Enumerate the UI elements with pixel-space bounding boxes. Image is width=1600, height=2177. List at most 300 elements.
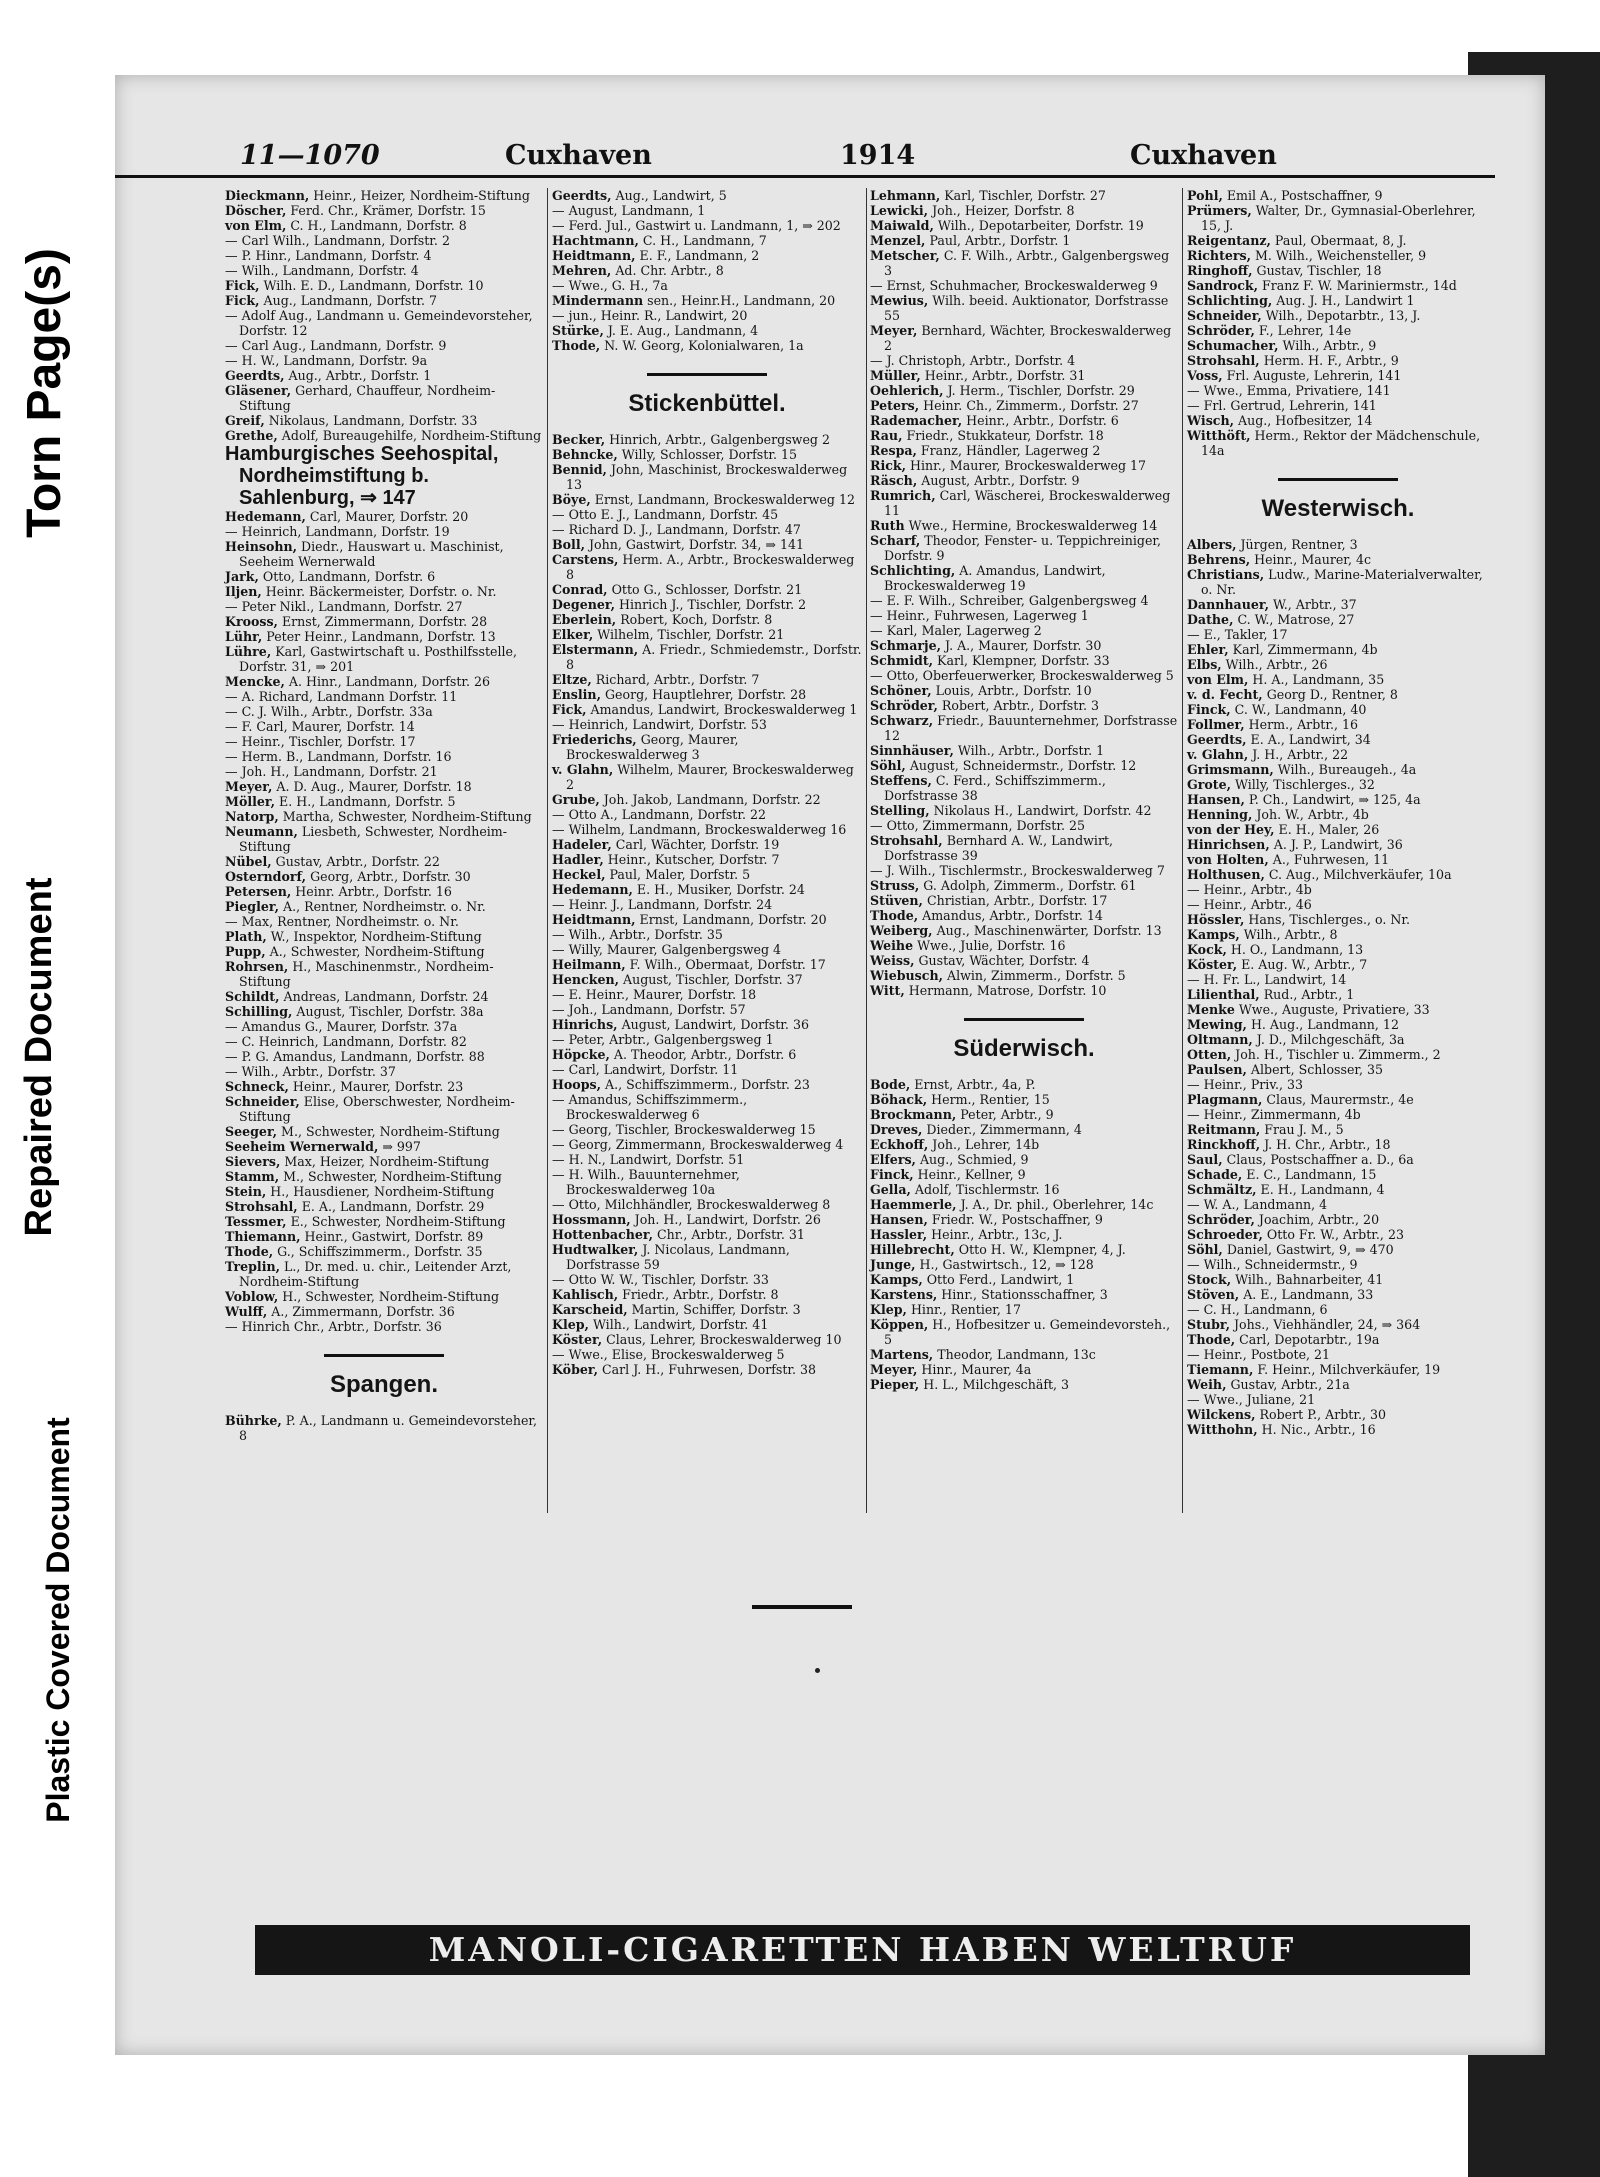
- directory-entry: [1187, 537, 1489, 552]
- directory-entry: [1187, 987, 1489, 1002]
- entry-details: A. E., Landmann, 33: [1239, 1287, 1374, 1302]
- entry-details: Hermann, Matrose, Dorfstr. 10: [904, 983, 1107, 998]
- entry-surname: Weiss,: [870, 953, 915, 968]
- entry-surname: Pieper,: [870, 1377, 920, 1392]
- directory-entry: [1187, 732, 1489, 747]
- entry-surname: Hansen,: [870, 1212, 928, 1227]
- directory-entry: [552, 507, 862, 522]
- directory-entry: [870, 203, 1178, 218]
- directory-entry: [1187, 882, 1489, 897]
- entry-details: Joachim, Arbtr., 20: [1254, 1212, 1380, 1227]
- entry-surname: Mencke,: [225, 674, 285, 689]
- entry-surname: Hudtwalker,: [552, 1242, 639, 1257]
- entry-surname: Rohrsen,: [225, 959, 289, 974]
- directory-entry: [225, 959, 543, 989]
- directory-entry: [552, 233, 862, 248]
- directory-entry: [225, 929, 543, 944]
- entry-details: — Otto, Zimmermann, Dorfstr. 25: [870, 818, 1085, 833]
- entry-details: E. F., Landmann, 2: [635, 248, 760, 263]
- entry-surname: von Holten,: [1187, 852, 1269, 867]
- entry-details: C. H., Landmann, Dorfstr. 8: [286, 218, 467, 233]
- directory-entry: [1187, 398, 1489, 413]
- entry-details: C. W., Matrose, 27: [1233, 612, 1355, 627]
- entry-surname: Gläsener,: [225, 383, 292, 398]
- entry-details: Adolf, Bureaugehilfe, Nordheim-Stiftung: [277, 428, 542, 443]
- entry-details: A., Schwester, Nordheim-Stiftung: [265, 944, 485, 959]
- directory-entry: [1187, 368, 1489, 383]
- entry-details: Hans, Tischlerges., o. Nr.: [1244, 912, 1411, 927]
- entry-surname: Wiebusch,: [870, 968, 943, 983]
- directory-entry: [225, 293, 543, 308]
- directory-entry: [552, 972, 862, 987]
- section-title: Süderwisch.: [953, 1035, 1095, 1062]
- entry-surname: Elbs,: [1187, 657, 1222, 672]
- entry-surname: Thode,: [1187, 1332, 1236, 1347]
- directory-entry: [870, 188, 1178, 203]
- entry-details: A., Rentner, Nordheimstr. o. Nr.: [278, 899, 486, 914]
- entry-surname: Ringhoff,: [1187, 263, 1253, 278]
- directory-entry: [870, 878, 1178, 893]
- entry-surname: Krooss,: [225, 614, 278, 629]
- directory-entry: [1187, 1002, 1489, 1017]
- entry-surname: Eckhoff,: [870, 1137, 929, 1152]
- entry-details: — Heinr., Postbote, 21: [1187, 1347, 1331, 1362]
- entry-details: Wilh., Depotarbeiter, Dorfstr. 19: [933, 218, 1144, 233]
- directory-entry: [552, 582, 862, 597]
- entry-details: Heinr., Gastwirt, Dorfstr. 89: [300, 1229, 484, 1244]
- entry-surname: Schöner,: [870, 683, 932, 698]
- entry-surname: Friederichs,: [552, 732, 637, 747]
- entry-surname: Conrad,: [552, 582, 608, 597]
- directory-entry: [870, 293, 1178, 323]
- entry-surname: Thode,: [870, 908, 919, 923]
- entry-surname: Witthohn,: [1187, 1422, 1258, 1437]
- entry-details: — Wwe., Juliane, 21: [1187, 1392, 1316, 1407]
- entry-surname: Finck,: [870, 1167, 914, 1182]
- directory-entry: [870, 743, 1178, 758]
- directory-entry: [225, 704, 543, 719]
- directory-entry: [1187, 248, 1489, 263]
- directory-entry: [870, 1122, 1178, 1137]
- directory-entry: [552, 927, 862, 942]
- entry-details: J. A., Maurer, Dorfstr. 30: [941, 638, 1102, 653]
- directory-entry: [1187, 657, 1489, 672]
- entry-surname: Fick,: [225, 293, 260, 308]
- directory-entry: [552, 492, 862, 507]
- entry-surname: Plath,: [225, 929, 267, 944]
- directory-entry: [870, 923, 1178, 938]
- entry-details: Claus, Postschaffner a. D., 6a: [1222, 1152, 1414, 1167]
- section-rule: [1278, 478, 1398, 481]
- entry-details: Joh. W., Arbtr., 4b: [1252, 807, 1369, 822]
- entry-surname: v. Glahn,: [1187, 747, 1249, 762]
- column-divider: [1182, 188, 1183, 1513]
- directory-entry: [870, 1362, 1178, 1377]
- entry-details: Gustav, Arbtr., Dorfstr. 22: [271, 854, 440, 869]
- directory-entry: [870, 1167, 1178, 1182]
- directory-entry: [870, 893, 1178, 908]
- entry-surname: Treplin,: [225, 1259, 281, 1274]
- entry-details: Wilh., Depotarbtr., 13, J.: [1261, 308, 1421, 323]
- entry-details: August, Schneidermstr., Dorfstr. 12: [905, 758, 1137, 773]
- entry-details: Carl, Wäscherei, Brockeswalderweg 11: [884, 488, 1171, 518]
- entry-surname: v. Glahn,: [552, 762, 614, 777]
- entry-details: A., Zimmermann, Dorfstr. 36: [267, 1304, 455, 1319]
- entry-surname: Bode,: [870, 1077, 911, 1092]
- directory-entry: [1187, 1287, 1489, 1302]
- entry-details: Ernst, Arbtr., 4a, P.: [910, 1077, 1036, 1092]
- entry-details: Wilh., Arbtr., 9: [1278, 338, 1377, 353]
- entry-surname: Stelling,: [870, 803, 930, 818]
- directory-entry: [225, 1049, 543, 1064]
- directory-entry: [552, 717, 862, 732]
- entry-surname: Saul,: [1187, 1152, 1223, 1167]
- entry-surname: Sievers,: [225, 1154, 281, 1169]
- entry-details: E. C., Landmann, 15: [1242, 1167, 1377, 1182]
- directory-entry: [552, 263, 862, 278]
- directory-entry: [225, 368, 543, 383]
- directory-entry: [225, 764, 543, 779]
- entry-surname: Stubr,: [1187, 1317, 1230, 1332]
- entry-details: H. L., Milchgeschäft, 3: [919, 1377, 1070, 1392]
- directory-entry: [225, 248, 543, 263]
- directory-entry: [1187, 837, 1489, 852]
- entry-details: H. O., Landmann, 13: [1226, 942, 1364, 957]
- directory-entry: [552, 537, 862, 552]
- paper-speck: [815, 1668, 820, 1673]
- entry-details: Hinr., Maurer, 4a: [917, 1362, 1032, 1377]
- directory-entry: [870, 533, 1178, 563]
- entry-surname: Rick,: [870, 458, 907, 473]
- entry-details: Wwe., Julie, Dorfstr. 16: [913, 938, 1066, 953]
- entry-details: Otto H. W., Klempner, 4, J.: [954, 1242, 1126, 1257]
- entry-surname: Möller,: [225, 794, 276, 809]
- directory-entry: [1187, 353, 1489, 368]
- entry-details: sen., Heinr.H., Landmann, 20: [643, 293, 836, 308]
- directory-entry: [225, 824, 543, 854]
- entry-details: Wilh., Landwirt, Dorfstr. 41: [588, 1317, 769, 1332]
- directory-entry: [225, 884, 543, 899]
- directory-entry: [870, 1107, 1178, 1122]
- directory-entry: [870, 953, 1178, 968]
- entry-details: Georg, Hauptlehrer, Dorfstr. 28: [600, 687, 807, 702]
- entry-details: August, Arbtr., Dorfstr. 9: [917, 473, 1080, 488]
- entry-surname: Behncke,: [552, 447, 618, 462]
- entry-surname: Becker,: [552, 432, 606, 447]
- entry-surname: Degener,: [552, 597, 616, 612]
- entry-surname: Stock,: [1187, 1272, 1232, 1287]
- entry-details: Robert, Arbtr., Dorfstr. 3: [937, 698, 1099, 713]
- directory-entry: [1187, 188, 1489, 203]
- entry-surname: von der Hey,: [1187, 822, 1275, 837]
- entry-details: Herm., Rentier, 15: [927, 1092, 1050, 1107]
- directory-entry: [870, 608, 1178, 623]
- directory-entry: [1187, 567, 1489, 597]
- directory-entry: [552, 1092, 862, 1122]
- directory-entry: [1187, 323, 1489, 338]
- entry-details: E. H., Landmann, 4: [1256, 1182, 1385, 1197]
- entry-details: Otto, Landmann, Dorfstr. 6: [258, 569, 436, 584]
- entry-surname: Ehler,: [1187, 642, 1229, 657]
- entry-surname: Stüven,: [870, 893, 923, 908]
- entry-details: Chr., Arbtr., Dorfstr. 31: [653, 1227, 805, 1242]
- entry-surname: Natorp,: [225, 809, 279, 824]
- directory-entry: [1187, 1422, 1489, 1437]
- entry-surname: Oehlerich,: [870, 383, 944, 398]
- entry-details: E. A., Landmann, Dorfstr. 29: [297, 1199, 485, 1214]
- directory-entry: [225, 1199, 543, 1214]
- entry-details: — H. N., Landwirt, Dorfstr. 51: [552, 1152, 745, 1167]
- entry-surname: Bennid,: [552, 462, 607, 477]
- entry-surname: Tiemann,: [1187, 1362, 1254, 1377]
- entry-surname: Behrens,: [1187, 552, 1251, 567]
- directory-entry: [552, 732, 862, 762]
- directory-entry: [870, 1242, 1178, 1257]
- entry-surname: Wilckens,: [1187, 1407, 1256, 1422]
- directory-entry: [552, 1197, 862, 1212]
- entry-details: Herm. A., Arbtr., Brockeswalderweg 8: [566, 552, 855, 582]
- entry-details: Paul, Maler, Dorfstr. 5: [605, 867, 751, 882]
- entry-surname: Schildt,: [225, 989, 280, 1004]
- directory-entry: [870, 668, 1178, 683]
- directory-column-3: [870, 188, 1178, 1392]
- entry-surname: Böhack,: [870, 1092, 928, 1107]
- directory-entry: [552, 987, 862, 1002]
- entry-details: W., Arbtr., 37: [1268, 597, 1357, 612]
- entry-details: Wilh., Arbtr., 8: [1239, 927, 1338, 942]
- entry-details: — Otto E. J., Landmann, Dorfstr. 45: [552, 507, 779, 522]
- entry-details: E. H., Musiker, Dorfstr. 24: [632, 882, 805, 897]
- entry-surname: Geerdts,: [552, 188, 612, 203]
- directory-entry: [1187, 1152, 1489, 1167]
- entry-surname: Richters,: [1187, 248, 1252, 263]
- entry-surname: Rademacher,: [870, 413, 963, 428]
- entry-details: — Heinr., Fuhrwesen, Lagerweg 1: [870, 608, 1089, 623]
- entry-surname: Meyer,: [870, 323, 918, 338]
- directory-entry: [552, 293, 862, 308]
- directory-entry: [870, 428, 1178, 443]
- entry-details: Carl J. H., Fuhrwesen, Dorfstr. 38: [598, 1362, 817, 1377]
- directory-entry: [1187, 942, 1489, 957]
- entry-surname: Henning,: [1187, 807, 1253, 822]
- entry-details: A. Theodor, Arbtr., Dorfstr. 6: [609, 1047, 797, 1062]
- entry-details: L., Dr. med. u. chir., Leitender Arzt, Nordheim-Stiftung: [239, 1259, 512, 1289]
- directory-entry: [1187, 1032, 1489, 1047]
- entry-details: Emil A., Postschaffner, 9: [1222, 188, 1383, 203]
- entry-surname: Follmer,: [1187, 717, 1245, 732]
- entry-surname: Weiberg,: [870, 923, 933, 938]
- entry-surname: Nübel,: [225, 854, 272, 869]
- section-heading: [225, 1354, 543, 1399]
- directory-entry: [552, 338, 862, 353]
- entry-details: A., Schiffszimmerm., Dorfstr. 23: [600, 1077, 810, 1092]
- directory-entry: [1187, 1377, 1489, 1392]
- column-divider: [547, 188, 548, 1513]
- entry-details: Karl, Klempner, Dorfstr. 33: [933, 653, 1110, 668]
- directory-entry: [552, 323, 862, 338]
- directory-entry: [552, 822, 862, 837]
- entry-details: Ernst, Zimmermann, Dorfstr. 28: [277, 614, 488, 629]
- directory-entry: [552, 447, 862, 462]
- directory-entry: [225, 1019, 543, 1034]
- directory-entry: [870, 803, 1178, 818]
- entry-details: A. Hinr., Landmann, Dorfstr. 26: [284, 674, 491, 689]
- entry-details: John, Gastwirt, Dorfstr. 34, ⇒ 141: [585, 537, 805, 552]
- entry-details: Carl, Wächter, Dorfstr. 19: [611, 837, 780, 852]
- entry-details: — Willy, Maurer, Galgenbergsweg 4: [552, 942, 782, 957]
- entry-surname: Heilmann,: [552, 957, 626, 972]
- directory-entry: [1187, 1227, 1489, 1242]
- entry-surname: Reigentanz,: [1187, 233, 1271, 248]
- entry-surname: Dieckmann,: [225, 188, 310, 203]
- entry-surname: Carstens,: [552, 552, 619, 567]
- entry-surname: Hassler,: [870, 1227, 928, 1242]
- directory-entry: [552, 188, 862, 203]
- directory-entry: [225, 443, 543, 509]
- entry-details: A. Amandus, Landwirt, Brockeswalderweg 19: [884, 563, 1106, 593]
- entry-surname: Grote,: [1187, 777, 1232, 792]
- directory-entry: [552, 1002, 862, 1017]
- directory-column-2: [552, 188, 862, 1377]
- directory-entry: [552, 1287, 862, 1302]
- entry-details: — F. Carl, Maurer, Dorfstr. 14: [225, 719, 415, 734]
- entry-surname: Haemmerle,: [870, 1197, 957, 1212]
- directory-entry: [1187, 1272, 1489, 1287]
- directory-entry: [552, 897, 862, 912]
- entry-details: Claus, Lehrer, Brockeswalderweg 10: [602, 1332, 842, 1347]
- entry-surname: Geerdts,: [1187, 732, 1247, 747]
- directory-entry: [1187, 1302, 1489, 1317]
- entry-surname: Hossmann,: [552, 1212, 631, 1227]
- entry-details: Theodor, Fenster- u. Teppichreiniger, Dorfstr. 9: [884, 533, 1162, 563]
- entry-surname: Elfers,: [870, 1152, 916, 1167]
- entry-details: Franz F. W. Mariniermstr., 14d: [1258, 278, 1457, 293]
- entry-surname: Iljen,: [225, 584, 262, 599]
- entry-details: M., Schwester, Nordheim-Stiftung: [279, 1169, 502, 1184]
- directory-entry: [1187, 897, 1489, 912]
- directory-entry: [1187, 1122, 1489, 1137]
- entry-surname: Menke: [1187, 1002, 1235, 1017]
- entry-surname: Mewius,: [870, 293, 929, 308]
- entry-surname: Junge,: [870, 1257, 916, 1272]
- entry-details: Frau J. M., 5: [1260, 1122, 1344, 1137]
- directory-entry: [225, 614, 543, 629]
- entry-details: Hinrich J., Tischler, Dorfstr. 2: [615, 597, 807, 612]
- entry-details: Walter, Dr., Gymnasial-Oberlehrer, 15, J.: [1201, 203, 1476, 233]
- directory-entry: [552, 552, 862, 582]
- directory-entry: [870, 1077, 1178, 1092]
- entry-details: Otto Ferd., Landwirt, 1: [922, 1272, 1075, 1287]
- entry-surname: Respa,: [870, 443, 917, 458]
- directory-entry: [225, 1244, 543, 1259]
- institution-entry: Hamburgisches Seehospital, Nordheimstiftung b. Sahlenburg, ⇒ 147: [225, 443, 499, 509]
- directory-entry: [225, 428, 543, 443]
- entry-details: Carl, Maurer, Dorfstr. 20: [305, 509, 469, 524]
- directory-entry: [225, 599, 543, 614]
- entry-details: C. Aug., Milchverkäufer, 10a: [1264, 867, 1452, 882]
- entry-details: August, Landwirt, Dorfstr. 36: [617, 1017, 809, 1032]
- entry-surname: Schlichting,: [1187, 293, 1273, 308]
- entry-surname: Stein,: [225, 1184, 267, 1199]
- entry-details: Heinr., Maurer, Dorfstr. 23: [288, 1079, 464, 1094]
- directory-entry: [1187, 1347, 1489, 1362]
- entry-details: Herm. H. F., Arbtr., 9: [1259, 353, 1399, 368]
- directory-entry: [552, 218, 862, 233]
- entry-details: Ernst, Landmann, Brockeswalderweg 12: [590, 492, 855, 507]
- entry-details: H. Nic., Arbtr., 16: [1257, 1422, 1376, 1437]
- entry-details: — Wwe., G. H., 7a: [552, 278, 668, 293]
- directory-entry: [870, 833, 1178, 863]
- entry-surname: Köster,: [1187, 957, 1238, 972]
- entry-surname: Heidtmann,: [552, 248, 636, 263]
- directory-column-1: [225, 188, 543, 1443]
- directory-entry: [870, 1212, 1178, 1227]
- entry-details: J. A., Dr. phil., Oberlehrer, 14c: [956, 1197, 1154, 1212]
- directory-entry: [552, 1167, 862, 1197]
- entry-surname: Steffens,: [870, 773, 932, 788]
- entry-details: — Carl, Landwirt, Dorfstr. 11: [552, 1062, 739, 1077]
- entry-surname: Peters,: [870, 398, 920, 413]
- entry-details: Wilh. E. D., Landmann, Dorfstr. 10: [259, 278, 484, 293]
- entry-details: — Joh., Landmann, Dorfstr. 57: [552, 1002, 746, 1017]
- entry-surname: Hadler,: [552, 852, 604, 867]
- entry-details: — Frl. Gertrud, Lehrerin, 141: [1187, 398, 1377, 413]
- entry-surname: von Elm,: [1187, 672, 1249, 687]
- directory-entry: [225, 569, 543, 584]
- directory-entry: [552, 1062, 862, 1077]
- entry-details: — Amandus, Schiffszimmerm., Brockeswalderweg 6: [552, 1092, 748, 1122]
- directory-entry: [870, 773, 1178, 803]
- directory-entry: [225, 869, 543, 884]
- directory-entry: [552, 957, 862, 972]
- entry-details: Theodor, Landmann, 13c: [933, 1347, 1096, 1362]
- directory-entry: [225, 989, 543, 1004]
- directory-entry: [870, 968, 1178, 983]
- entry-details: — Karl, Maler, Lagerweg 2: [870, 623, 1042, 638]
- entry-surname: Mehren,: [552, 263, 612, 278]
- entry-details: Wwe., Auguste, Privatiere, 33: [1234, 1002, 1430, 1017]
- entry-details: — Otto, Milchhändler, Brockeswalderweg 8: [552, 1197, 831, 1212]
- entry-details: Dieder., Zimmermann, 4: [922, 1122, 1082, 1137]
- entry-details: ⇒ 997: [378, 1139, 421, 1154]
- entry-surname: Heckel,: [552, 867, 606, 882]
- entry-surname: Schmidt,: [870, 653, 934, 668]
- directory-entry: [225, 809, 543, 824]
- directory-entry: [225, 383, 543, 413]
- entry-details: C. H., Landmann, 7: [638, 233, 767, 248]
- entry-surname: Brockmann,: [870, 1107, 957, 1122]
- directory-entry: [870, 1182, 1178, 1197]
- entry-details: — Heinr., Arbtr., 4b: [1187, 882, 1312, 897]
- entry-surname: Schneider,: [1187, 308, 1262, 323]
- entry-details: — Heinr., Tischler, Dorfstr. 17: [225, 734, 416, 749]
- entry-details: J. E. Aug., Landmann, 4: [603, 323, 759, 338]
- directory-entry: [552, 642, 862, 672]
- entry-surname: Osterndorf,: [225, 869, 307, 884]
- entry-details: P. A., Landmann u. Gemeindevorsteher, 8: [239, 1413, 538, 1443]
- entry-surname: Bührke,: [225, 1413, 282, 1428]
- directory-entry: [1187, 1362, 1489, 1377]
- entry-surname: Menzel,: [870, 233, 926, 248]
- directory-entry: [552, 278, 862, 293]
- entry-surname: Seeheim Wernerwald,: [225, 1139, 379, 1154]
- entry-surname: Köppen,: [870, 1317, 929, 1332]
- entry-surname: Lühre,: [225, 644, 272, 659]
- entry-details: — E. Heinr., Maurer, Dorfstr. 18: [552, 987, 757, 1002]
- entry-details: Joh., Lehrer, 14b: [928, 1137, 1040, 1152]
- directory-entry: [1187, 747, 1489, 762]
- directory-entry: [552, 1242, 862, 1272]
